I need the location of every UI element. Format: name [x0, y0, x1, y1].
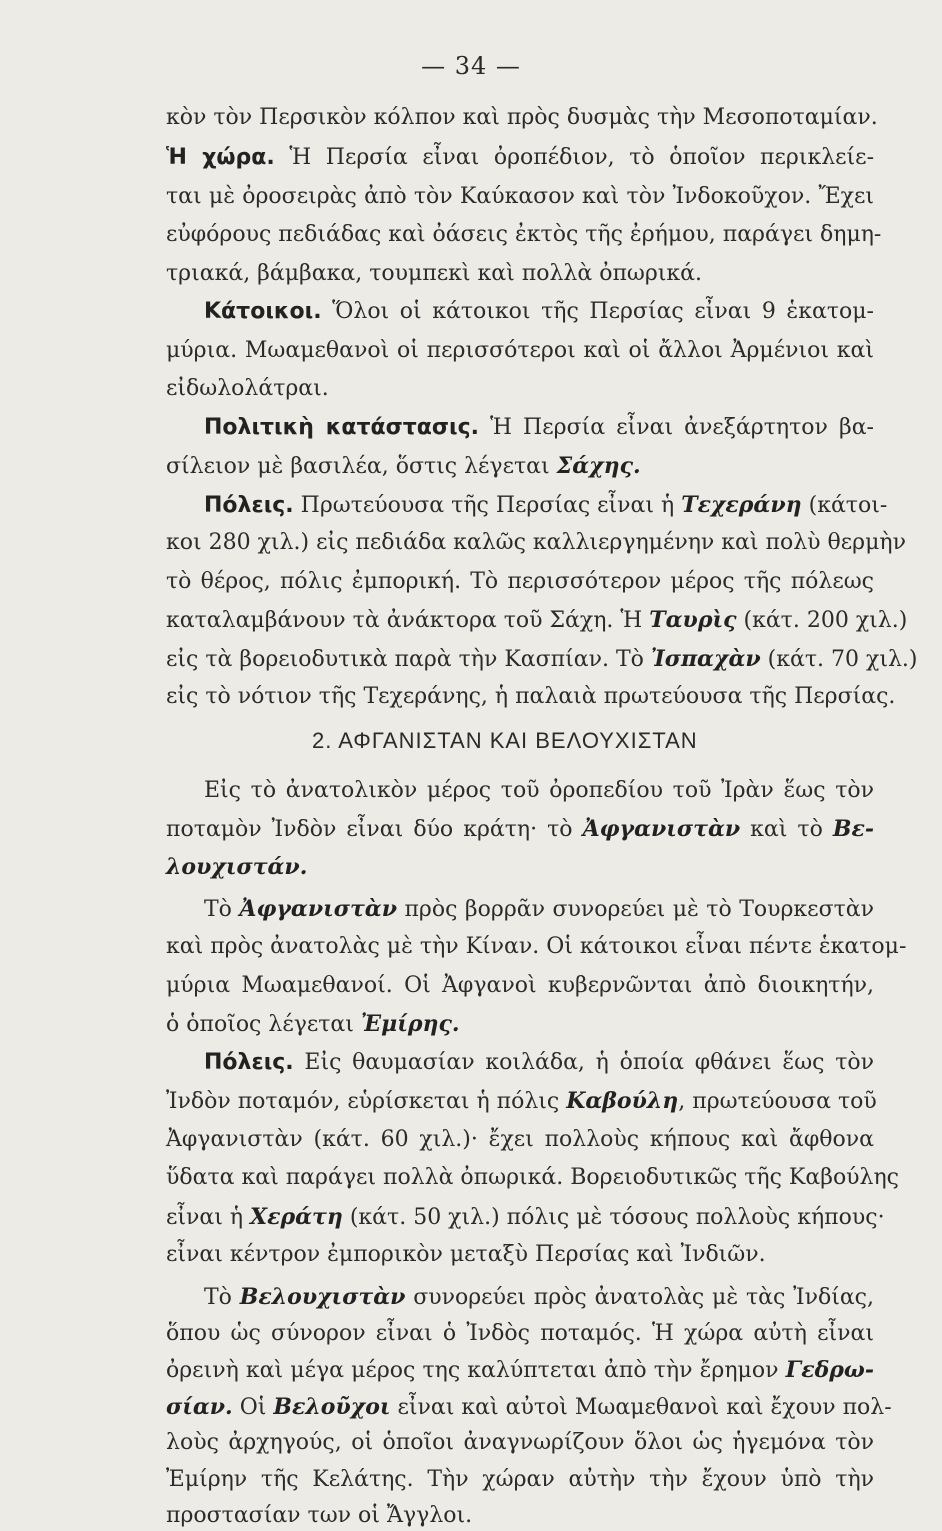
text-line: εἰς τὰ βορειοδυτικὰ παρὰ τὴν Κασπίαν. Τὸ Ἰσπαχὰν (κάτ. 70 χιλ.) [166, 646, 918, 672]
text-line: σίαν. Οἱ Βελοῦχοι εἶναι καὶ αὐτοὶ Μωαμεθανοὶ καὶ ἔχουν πολ- [166, 1394, 892, 1420]
text-line: τριακά, βάμβακα, τουμπεκὶ καὶ πολλὰ ὀπωρικά. [166, 261, 703, 286]
text-line: εἰδωλολάτραι. [166, 376, 329, 401]
text-line: εἶναι ἡ Χεράτη (κάτ. 50 χιλ.) πόλις μὲ τόσους πολλοὺς κήπους· [166, 1204, 885, 1230]
text-line: λουχιστάν. [166, 854, 308, 880]
text-line: κοι 280 χιλ.) εἰς πεδιάδα καλῶς καλλιεργημένην καὶ πολὺ θερμὴν [166, 530, 906, 555]
subheading: Πόλεις. [204, 1050, 294, 1075]
text-line: ὀρεινὴ καὶ μέγα μέρος της καλύπτεται ἀπὸ τὴν ἔρημον Γεδρω- [166, 1357, 874, 1383]
text-line: καὶ πρὸς ἀνατολὰς μὲ τὴν Κίναν. Οἱ κάτοικοι εἶναι πέντε ἑκατομ- [166, 934, 907, 959]
subheading: Πόλεις. [204, 493, 294, 518]
text-line: Πόλεις. Πρωτεύουσα τῆς Περσίας εἶναι ἡ Τεχεράνη (κάτοι- [204, 492, 888, 518]
text-line: μύρια Μωαμεθανοί. Οἱ Ἀφγανοὶ κυβερνῶνται ἀπὸ διοικητήν, [166, 973, 874, 998]
text-line: καταλαμβάνουν τὰ ἀνάκτορα τοῦ Σάχη. Ἡ Ταυρὶς (κάτ. 200 χιλ.) [166, 607, 908, 633]
text-line: ὕδατα καὶ παράγει πολλὰ ὀπωρικά. Βορειοδυτικῶς τῆς Καβούλης [166, 1165, 900, 1190]
text-line: ται μὲ ὀροσειρὰς ἀπὸ τὸν Καύκασον καὶ τὸν Ἰνδοκοῦχον. Ἔχει [166, 184, 874, 209]
text-line: Κάτοικοι. Ὅλοι οἱ κάτοικοι τῆς Περσίας εἶναι 9 ἑκατομ- [204, 299, 874, 324]
text-line: εἶναι κέντρον ἐμπορικὸν μεταξὺ Περσίας καὶ Ἰνδιῶν. [166, 1242, 766, 1267]
subheading: Πολιτικὴ κατάστασις. [204, 415, 479, 440]
text-line: Τὸ Βελουχιστὰν συνορεύει πρὸς ἀνατολὰς μὲ τὰς Ἰνδίας, [204, 1284, 874, 1310]
text-line: Τὸ Ἀφγανιστὰν πρὸς βορρᾶν συνορεύει μὲ τὸ Τουρκεστὰν [204, 896, 875, 922]
text-line: τὸ θέρος, πόλις ἐμπορική. Τὸ περισσότερον μέρος τῆς πόλεως [166, 569, 874, 594]
text-line: προστασίαν των οἱ Ἄγγλοι. [166, 1503, 473, 1528]
section-title: 2. ΑΦΓΑΝΙΣΤΑΝ ΚΑΙ ΒΕΛΟΥΧΙΣΤΑΝ [312, 728, 698, 753]
text-line: Πόλεις. Εἰς θαυμασίαν κοιλάδα, ἡ ὁποία φθάνει ἕως τὸν [204, 1050, 874, 1075]
text-line: Ἰνδὸν ποταμόν, εὑρίσκεται ἡ πόλις Καβούλη, πρωτεύουσα τοῦ [166, 1088, 877, 1114]
text-line: σίλειον μὲ βασιλέα, ὅστις λέγεται Σάχης. [166, 453, 641, 479]
text-line: Πολιτικὴ κατάστασις. Ἡ Περσία εἶναι ἀνεξάρτητον βα- [204, 415, 874, 440]
text-line: ὅπου ὡς σύνορον εἶναι ὁ Ἰνδὸς ποταμός. Ἡ χώρα αὐτὴ εἶναι [166, 1321, 874, 1346]
text-line: ὁ ὁποῖος λέγεται Ἐμίρης. [166, 1011, 460, 1037]
text-line: Ἐμίρην τῆς Κελάτης. Τὴν χώραν αὐτὴν τὴν ἔχουν ὑπὸ τὴν [166, 1467, 874, 1492]
text-line: Εἰς τὸ ἀνατολικὸν μέρος τοῦ ὀροπεδίου τοῦ Ἰρὰν ἕως τὸν [204, 778, 874, 803]
subheading: Ἡ χώρα. [166, 145, 275, 170]
page-number: — 34 — [421, 52, 521, 80]
text-line: ποταμὸν Ἰνδὸν εἶναι δύο κράτη· τὸ Ἀφγανιστὰν καὶ τὸ Βε- [166, 816, 874, 842]
subheading: Κάτοικοι. [204, 299, 322, 324]
text-line: εἰς τὸ νότιον τῆς Τεχεράνης, ἡ παλαιὰ πρωτεύουσα τῆς Περσίας. [166, 684, 896, 709]
text-line: κὸν τὸν Περσικὸν κόλπον καὶ πρὸς δυσμὰς τὴν Μεσοποταμίαν. [166, 105, 878, 130]
text-line: εὐφόρους πεδιάδας καὶ ὀάσεις ἐκτὸς τῆς ἐρήμου, παράγει δημη- [166, 222, 882, 247]
text-line: μύρια. Μωαμεθανοὶ οἱ περισσότεροι καὶ οἱ ἄλλοι Ἀρμένιοι καὶ [166, 338, 874, 363]
text-line: λοὺς ἀρχηγούς, οἱ ὁποῖοι ἀναγνωρίζουν ὅλοι ὡς ἡγεμόνα τὸν [166, 1430, 874, 1455]
text-line: Ἡ χώρα. Ἡ Περσία εἶναι ὀροπέδιον, τὸ ὁποῖον περικλείε- [166, 145, 875, 170]
text-line: Ἀφγανιστὰν (κάτ. 60 χιλ.)· ἔχει πολλοὺς κήπους καὶ ἄφθονα [166, 1127, 874, 1152]
